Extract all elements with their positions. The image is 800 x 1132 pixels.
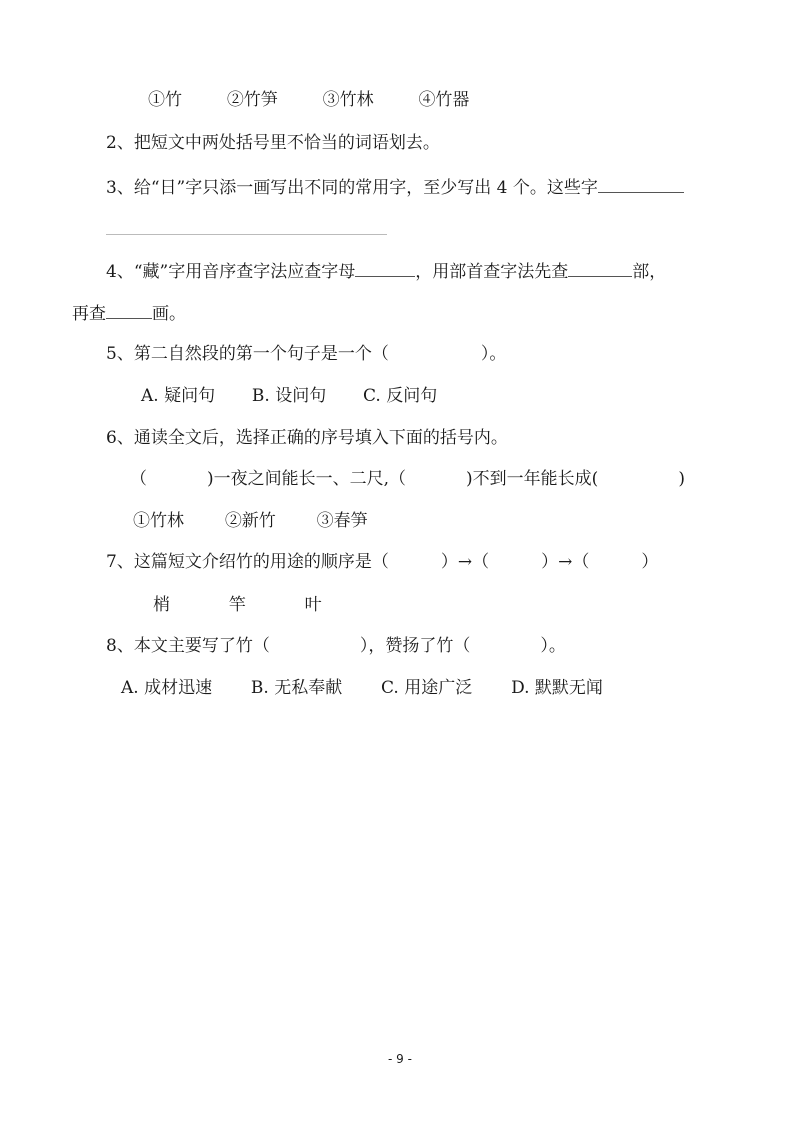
answer-blank[interactable]	[598, 174, 684, 193]
question-4-text: 部，	[632, 262, 667, 282]
question-5	[106, 342, 506, 366]
q1-option: ④竹器	[418, 90, 470, 110]
paren-close: ）	[641, 552, 659, 572]
q1-options	[148, 88, 469, 112]
word-option: 叶	[304, 595, 322, 615]
question-4-text: 再查	[72, 304, 106, 324]
choice-option: ①竹林	[133, 511, 184, 531]
question-2: 2、把短文中两处括号里不恰当的词语划去。	[106, 133, 440, 153]
answer-line[interactable]	[106, 234, 387, 235]
answer-blank[interactable]	[106, 300, 152, 319]
question-8-text: 8、本文主要写了竹（	[106, 636, 270, 656]
question-4-continued	[72, 300, 186, 326]
choice-option: ②新竹	[224, 511, 276, 531]
q1-option: ③竹林	[322, 90, 374, 110]
question-7-text: 7、这篇短文介绍竹的用途的顺序是（	[106, 552, 389, 572]
q1-option: ②竹笋	[226, 90, 278, 110]
word-option: 竿	[228, 595, 246, 615]
question-8-text: ）。	[540, 636, 566, 656]
question-5-options	[141, 384, 437, 408]
paren-open: （	[130, 469, 147, 489]
sentence-text: )一夜之间能长一、二尺,（	[207, 469, 407, 489]
choice-option[interactable]: A. 疑问句	[141, 386, 216, 406]
question-7	[106, 550, 658, 574]
question-8	[106, 634, 566, 658]
question-5-text: 5、第二自然段的第一个句子是一个（	[106, 344, 389, 364]
question-6-sentence	[130, 467, 685, 491]
choice-option[interactable]: C. 用途广泛	[381, 678, 473, 698]
choice-option[interactable]: D. 默默无闻	[511, 678, 603, 698]
choice-option[interactable]: B. 设问句	[251, 386, 327, 406]
answer-blank[interactable]	[568, 258, 632, 277]
arrow-text: ）→（	[541, 552, 590, 572]
question-3-text: 3、给“日”字只添一画写出不同的常用字，至少写出 4 个。这些字	[106, 178, 598, 198]
question-4-text: 4、“藏”字用音序查字法应查字母	[106, 262, 356, 282]
choice-option[interactable]: B. 无私奉献	[250, 678, 343, 698]
question-6-options	[133, 509, 368, 533]
answer-blank[interactable]	[355, 258, 415, 277]
word-option: 梢	[153, 595, 170, 615]
question-8-options	[121, 676, 603, 700]
choice-option[interactable]: C. 反问句	[363, 386, 438, 406]
q1-option: ①竹	[148, 90, 182, 110]
question-3	[106, 174, 684, 200]
choice-option[interactable]: A. 成材迅速	[121, 678, 213, 698]
question-6: 6、通读全文后，选择正确的序号填入下面的括号内。	[106, 428, 508, 448]
question-4-text: 画。	[152, 304, 186, 324]
choice-option: ③春笋	[316, 511, 368, 531]
sentence-text: )不到一年能长成(	[466, 469, 599, 489]
question-4-text: ，用部首查字法先查	[415, 262, 569, 282]
question-7-words	[153, 593, 322, 617]
question-4	[106, 258, 666, 284]
question-8-text: ），赞扬了竹（	[359, 636, 471, 656]
paren-close: )	[678, 469, 685, 489]
question-5-text: ）。	[480, 344, 507, 364]
arrow-text: ）→（	[440, 552, 490, 572]
page-number: - 9 -	[388, 1052, 412, 1066]
